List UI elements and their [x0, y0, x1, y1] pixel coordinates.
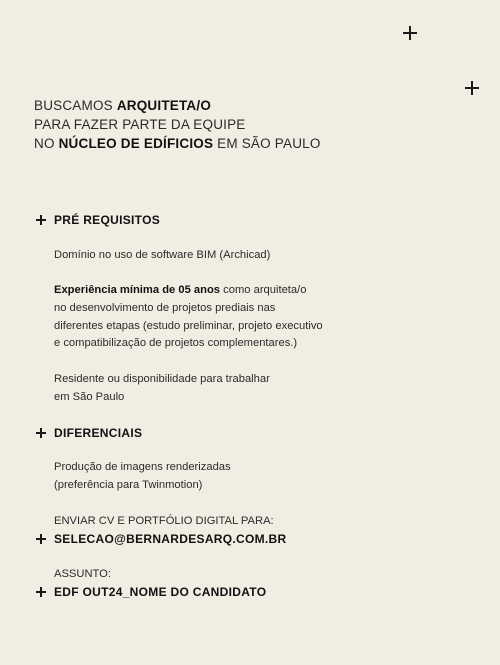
differentials-text: Produção de imagens renderizadas (preferência para Twinmotion) — [54, 461, 231, 491]
headline-line-2: PARA FAZER PARTE DA EQUIPE — [34, 117, 246, 132]
plus-icon — [36, 428, 46, 438]
plus-icon — [36, 587, 46, 597]
plus-icon — [403, 26, 417, 40]
headline-line-1: BUSCAMOS ARQUITETA/O — [34, 98, 212, 113]
job-title: ARQUITETA/O — [116, 98, 212, 113]
headline — [34, 96, 321, 153]
email-row[interactable] — [36, 532, 286, 546]
plus-icon — [465, 81, 479, 95]
differentials-heading: DIFERENCIAIS — [36, 426, 142, 440]
email-address[interactable]: SELECAO@BERNARDESARQ.COM.BR — [54, 532, 287, 546]
send-instruction: ENVIAR CV E PORTFÓLIO DIGITAL PARA: — [54, 515, 274, 527]
subject-text: EDF OUT24_NOME DO CANDIDATO — [54, 585, 267, 599]
requirement-bim: Domínio no uso de software BIM (Archicad) — [54, 249, 271, 261]
requirement-experience: Experiência mínima de 05 anos como arquiteta/o no desenvolvimento de projetos prediais nas diferentes etapas (estudo preliminar, projeto executivo e compatibilização de projetos complementares.) — [54, 284, 323, 350]
plus-icon — [36, 534, 46, 544]
headline-line-3: NO NÚCLEO DE EDÍFICIOS EM SÃO PAULO — [34, 136, 321, 151]
requirement-location: Residente ou disponibilidade para trabalhar em São Paulo — [54, 373, 270, 403]
department-name: NÚCLEO DE EDÍFICIOS — [58, 136, 214, 151]
plus-icon — [36, 215, 46, 225]
subject-label: ASSUNTO: — [54, 568, 111, 580]
requirements-heading: PRÉ REQUISITOS — [36, 213, 160, 227]
subject-row — [36, 585, 266, 599]
